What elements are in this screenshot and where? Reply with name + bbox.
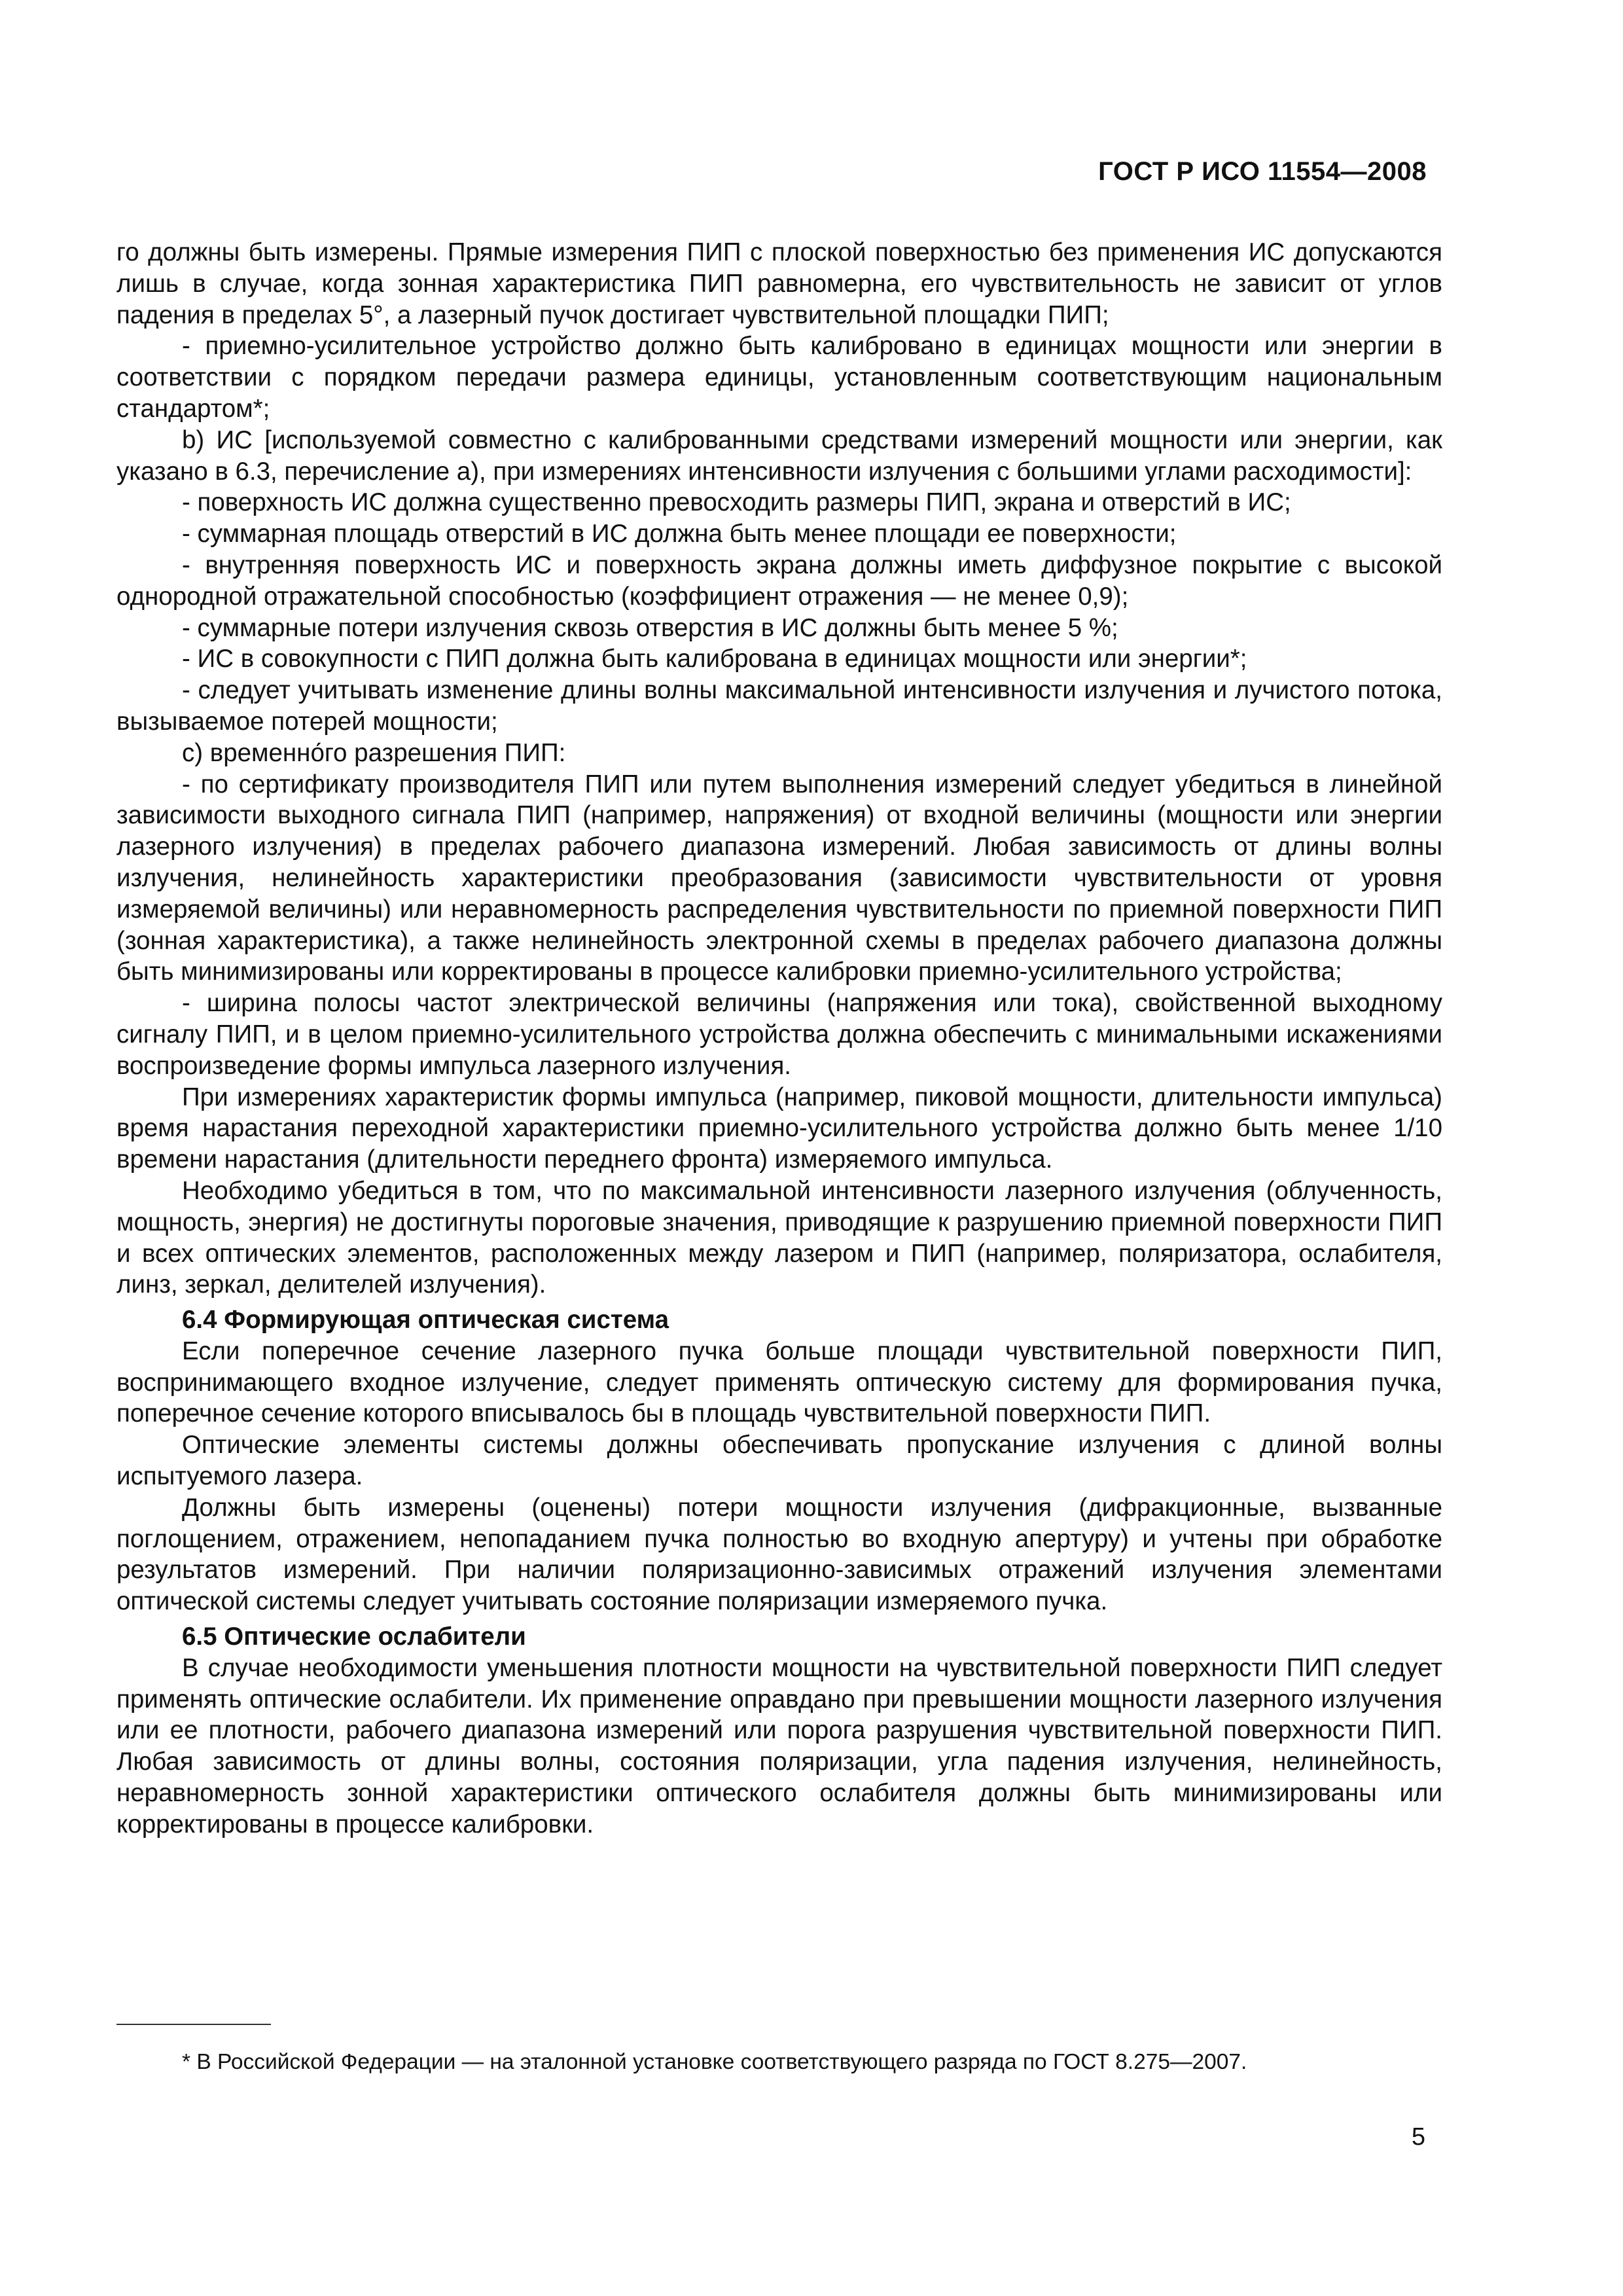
body-paragraph: В случае необходимости уменьшения плотности мощности на чувствительной поверхности ПИП следует применять оптические ослабители. Их применение оправдано при превышении мощности лазерного излучения или ее плотности, рабочего диапазона измерений или порога разрушения чувствительной поверхности ПИП. Любая зависимость от длины волны, состояния поляризации, угла падения излучения, нелинейность, неравномерность зонной характеристики оптического ослабителя должны быть минимизированы или корректированы в процессе калибровки. (116, 1653, 1442, 1839)
document-header: ГОСТ Р ИСО 11554—2008 (1098, 157, 1427, 186)
body-paragraph: Если поперечное сечение лазерного пучка больше площади чувствительной поверхности ПИП, воспринимающего входное излучение, следует применять оптическую систему для формирования пучка, поперечное сечение которого вписывалось бы в площадь чувствительной поверхности ПИП. (116, 1336, 1442, 1428)
body-paragraph: c) временно́го разрешения ПИП: (182, 738, 566, 767)
body-paragraph: Необходимо убедиться в том, что по максимальной интенсивности лазерного излучения (облученность, мощность, энергия) не достигнуты пороговые значения, приводящие к разрушению приемной поверхности ПИП и всех оптических элементов, расположенных между лазером и ПИП (например, поляризатора, ослабителя, линз, зеркал, делителей излучения). (116, 1176, 1442, 1299)
footnote-divider (116, 2024, 271, 2025)
page-number: 5 (1411, 2123, 1425, 2151)
list-item: - следует учитывать изменение длины волны максимальной интенсивности излучения и лучистого потока, вызываемое потерей мощности; (116, 676, 1442, 736)
list-item: - поверхность ИС должна существенно превосходить размеры ПИП, экрана и отверстий в ИС; (182, 488, 1291, 517)
body-paragraph: b) ИС [используемой совместно с калиброванными средствами измерений мощности или энергии, как указано в 6.3, перечисление а), при измерениях интенсивности излучения с большими углами расходимости]: (116, 425, 1442, 486)
list-item: - ширина полосы частот электрической величины (напряжения или тока), свойственной выходному сигналу ПИП, и в целом приемно-усилительного устройства должна обеспечить с минимальными искажениями воспроизведение формы импульса лазерного излучения. (116, 989, 1442, 1080)
list-item: - ИС в совокупности с ПИП должна быть калибрована в единицах мощности или энергии*; (182, 645, 1247, 673)
body-paragraph: Оптические элементы системы должны обеспечивать пропускание излучения с длиной волны испытуемого лазера. (116, 1431, 1442, 1491)
footnote: * В Российской Федерации — на эталонной установке соответствующего разряда по ГОСТ 8.275—2007. (182, 2050, 1247, 2074)
list-item: - внутренняя поверхность ИС и поверхность экрана должны иметь диффузное покрытие с высокой однородной отражательной способностью (коэффициент отражения — не менее 0,9); (116, 550, 1442, 611)
body-paragraph: При измерениях характеристик формы импульса (например, пиковой мощности, длительности импульса) время нарастания переходной характеристики приемно-усилительного устройства должно быть менее 1/10 времени нарастания (длительности переднего фронта) измеряемого импульса. (116, 1083, 1442, 1174)
list-item: - по сертификату производителя ПИП или путем выполнения измерений следует убедиться в линейной зависимости выходного сигнала ПИП (например, напряжения) от входной величины (мощности или энергии лазерного излучения) в пределах рабочего диапазона измерений. Любая зависимость от длины волны излучения, нелинейность характеристики преобразования (зависимости чувствительности от уровня измеряемой величины) или неравномерность распределения чувствительности по приемной поверхности ПИП (зонная характеристика), а также нелинейность электронной схемы в пределах рабочего диапазона должны быть минимизированы или корректированы в процессе калибровки приемно-усилительного устройства; (116, 770, 1442, 986)
list-item: - суммарная площадь отверстий в ИС должна быть менее площади ее поверхности; (182, 520, 1177, 548)
list-item: - суммарные потери излучения сквозь отверстия в ИС должны быть менее 5 %; (182, 613, 1118, 642)
page-body (116, 237, 1442, 1840)
list-item: - приемно-усилительное устройство должно быть калибровано в единицах мощности или энергии в соответствии с порядком передачи размера единицы, установленным соответствующим национальным стандартом*; (116, 332, 1442, 423)
body-paragraph: Должны быть измерены (оценены) потери мощности излучения (дифракционные, вызванные поглощением, отражением, непопаданием пучка полностью во входную апертуру) и учтены при обработке результатов измерений. При наличии поляризационно-зависимых отражений излучения элементами оптической системы следует учитывать состояние поляризации измеряемого пучка. (116, 1493, 1442, 1616)
section-heading-6-4: 6.4 Формирующая оптическая система (182, 1306, 669, 1335)
section-heading-6-5: 6.5 Оптические ослабители (182, 1623, 526, 1651)
body-paragraph: го должны быть измерены. Прямые измерения ПИП с плоской поверхностью без применения ИС допускаются лишь в случае, когда зонная характеристика ПИП равномерна, его чувствительность не зависит от углов падения в пределах 5°, а лазерный пучок достигает чувствительной площадки ПИП; (116, 238, 1442, 329)
